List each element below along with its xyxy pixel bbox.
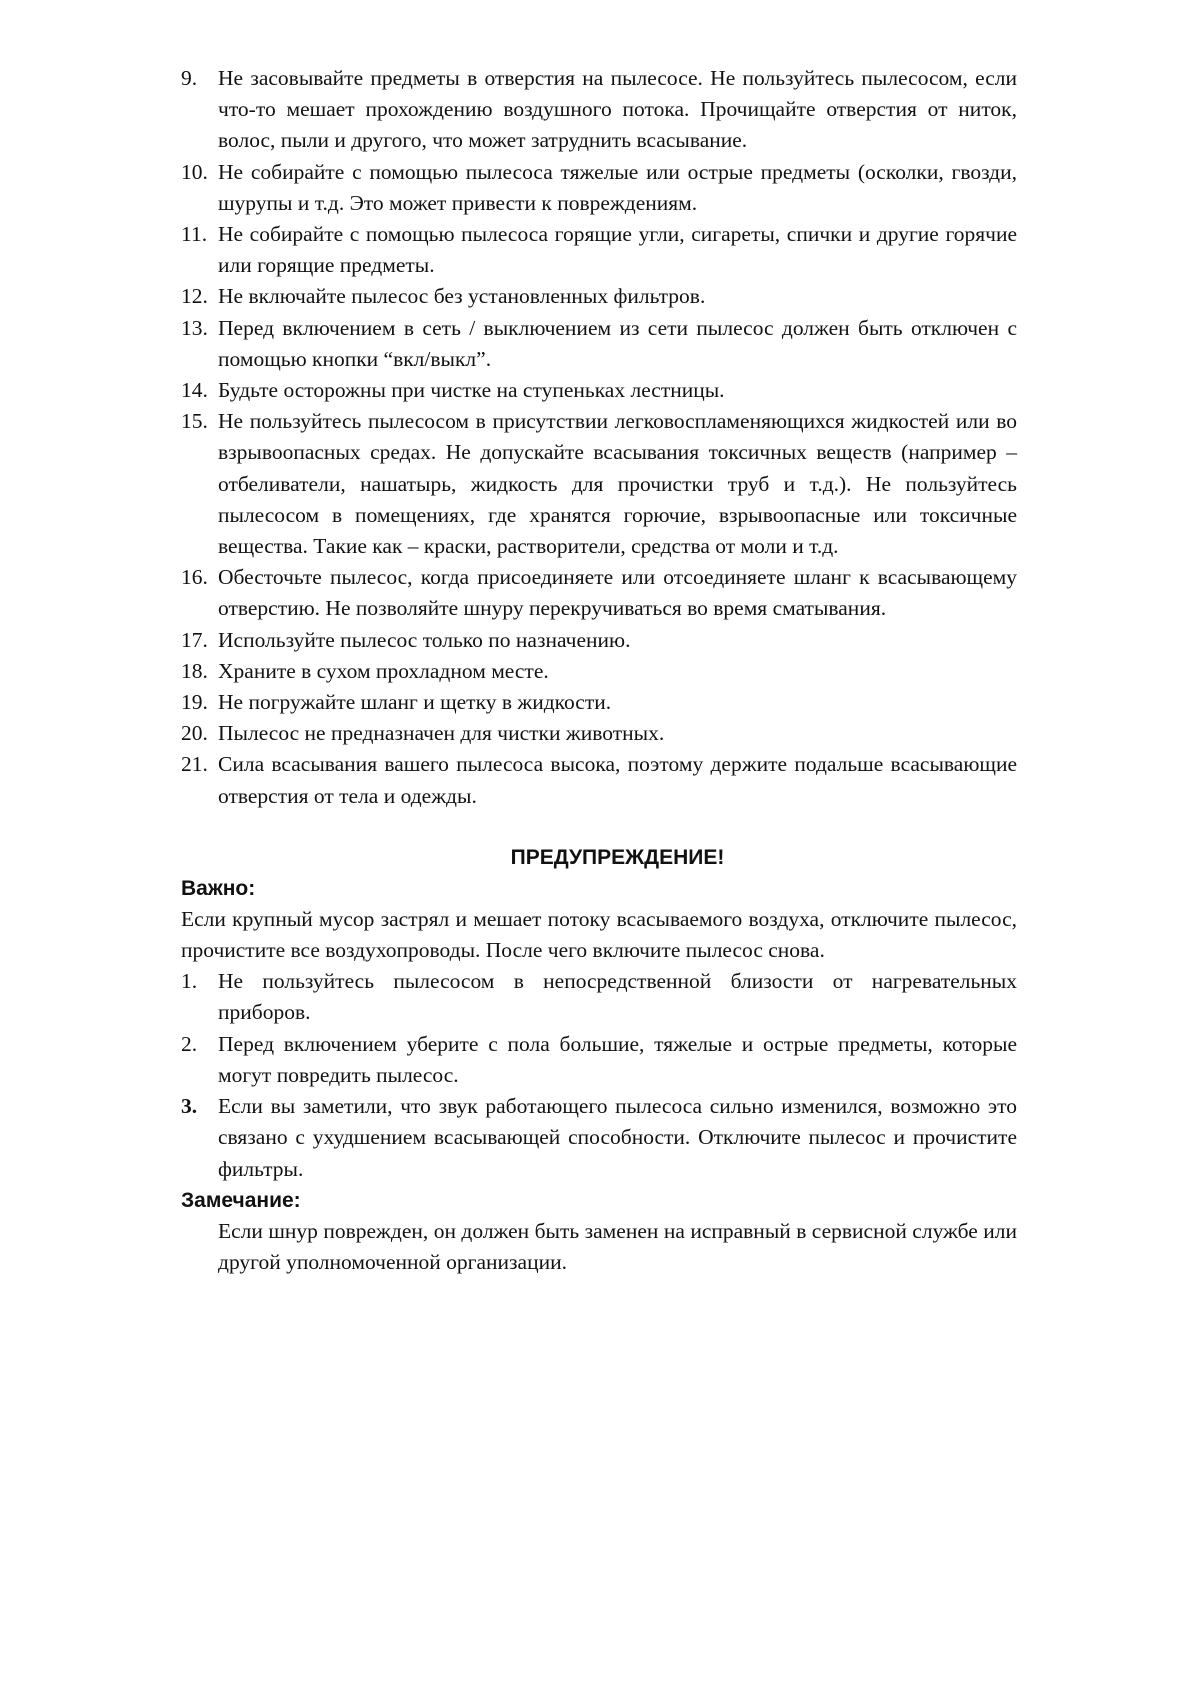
list-item — [181, 687, 1017, 718]
list-item — [181, 1029, 1017, 1091]
item-text: Пылесос не предназначен для чистки животных. — [218, 721, 665, 746]
warning-title: ПРЕДУПРЕЖДЕНИЕ! — [510, 845, 725, 869]
list-item — [181, 281, 1017, 312]
list-item — [181, 375, 1017, 406]
item-text: Не засовывайте предметы в отверстия на пылесосе. Не пользуйтесь пылесосом, если что-то мешает прохождению воздушного потока. Прочищайте отверстия от ниток, волос, пыли и другого, что может затруднить всасывание. — [218, 66, 1017, 153]
item-number: 17. — [181, 627, 208, 652]
item-text: Не пользуйтесь пылесосом в непосредственной близости от нагревательных приборов. — [218, 969, 1017, 1025]
item-text: Если вы заметили, что звук работающего пылесоса сильно изменился, возможно это связано с ухудшением всасывающей способности. Отключите пылесос и прочистите фильтры. — [218, 1094, 1017, 1181]
item-number: 1. — [181, 969, 198, 994]
item-text: Перед включением в сеть / выключением из сети пылесос должен быть отключен с помощью кнопки “вкл/выкл”. — [218, 315, 1017, 371]
item-text: Не включайте пылесос без установленных фильтров. — [218, 284, 706, 309]
item-text: Не пользуйтесь пылесосом в присутствии легковоспламеняющихся жидкостей или во взрывоопасных средах. Не допускайте всасывания токсичных веществ (например – отбеливатели, нашатырь, жидкость для прочистки труб и т.д.). Не пользуйтесь пылесосом в помещениях, где хранятся горючие, взрывоопасные или токсичные вещества. Такие как – краски, растворители, средства от моли и т.д. — [218, 409, 1017, 559]
list-item — [181, 966, 1017, 1028]
item-number: 21. — [181, 752, 208, 777]
important-text: Если крупный мусор застрял и мешает потоку всасываемого воздуха, отключите пылесос, прочистите все воздухопроводы. После чего включите пылесос снова. — [181, 906, 1017, 963]
item-number: 14. — [181, 378, 208, 403]
item-text: Не собирайте с помощью пылесоса тяжелые или острые предметы (осколки, гвозди, шурупы и т.д. Это может привести к повреждениям. — [218, 159, 1017, 215]
list-item — [181, 1091, 1017, 1185]
item-text: Не собирайте с помощью пылесоса горящие угли, сигареты, спички и другие горячие или горящие предметы. — [218, 222, 1017, 278]
list-item — [181, 406, 1017, 562]
item-number: 12. — [181, 284, 208, 309]
item-number: 3. — [181, 1094, 198, 1119]
item-text: Сила всасывания вашего пылесоса высока, поэтому держите подальше всасывающие отверстия от тела и одежды. — [218, 752, 1017, 808]
list-item — [181, 625, 1017, 656]
note-label: Замечание: — [181, 1188, 301, 1212]
item-number: 19. — [181, 690, 208, 715]
warning-list — [181, 966, 1017, 1184]
list-item — [181, 656, 1017, 687]
list-item — [181, 718, 1017, 749]
safety-rules-list — [181, 63, 1017, 812]
item-text: Не погружайте шланг и щетку в жидкости. — [218, 690, 612, 715]
item-text: Используйте пылесос только по назначению. — [218, 627, 631, 652]
list-item — [181, 313, 1017, 375]
list-item — [181, 157, 1017, 219]
item-text: Перед включением уберите с пола большие, тяжелые и острые предметы, которые могут повредить пылесос. — [218, 1031, 1017, 1087]
important-label: Важно: — [181, 876, 256, 900]
item-number: 2. — [181, 1031, 198, 1056]
list-item — [181, 219, 1017, 281]
item-number: 9. — [181, 66, 198, 90]
item-number: 15. — [181, 409, 208, 434]
note-text: Если шнур поврежден, он должен быть заменен на исправный в сервисной службе или другой уполномоченной организации. — [218, 1218, 1017, 1274]
item-number: 13. — [181, 315, 208, 340]
item-number: 11. — [181, 222, 208, 247]
list-item — [181, 63, 1017, 157]
list-item — [181, 562, 1017, 624]
list-item — [181, 749, 1017, 811]
item-text: Обесточьте пылесос, когда присоединяете или отсоединяете шланг к всасывающему отверстию. Не позволяйте шнуру перекручиваться во время сматывания. — [218, 565, 1017, 621]
item-number: 16. — [181, 565, 208, 590]
item-text: Храните в сухом прохладном месте. — [218, 658, 549, 683]
item-number: 20. — [181, 721, 208, 746]
item-number: 10. — [181, 159, 208, 184]
document-page — [181, 63, 1017, 1278]
item-text: Будьте осторожны при чистке на ступеньках лестницы. — [218, 378, 725, 403]
item-number: 18. — [181, 658, 208, 683]
